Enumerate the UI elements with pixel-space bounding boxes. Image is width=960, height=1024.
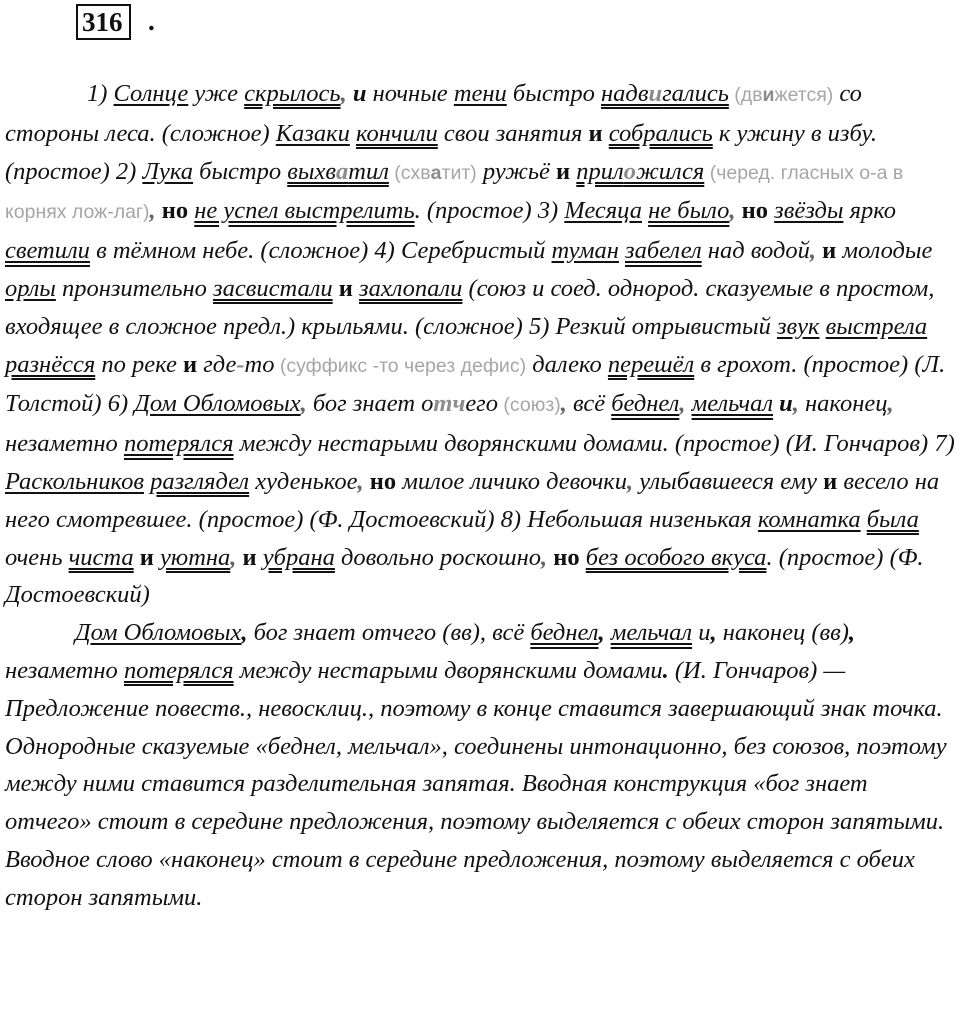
predicate: разглядел bbox=[150, 467, 250, 495]
vowel-highlight: о bbox=[623, 157, 636, 185]
exercise-number-dot: . bbox=[148, 6, 155, 36]
conjunction: и bbox=[346, 80, 373, 107]
predicate: кончили bbox=[355, 119, 438, 147]
conjunction: но bbox=[363, 467, 403, 495]
predicate: мельчал bbox=[610, 619, 693, 647]
predicate: потерялся bbox=[123, 430, 234, 458]
comma-mark: , bbox=[729, 197, 736, 225]
predicate: без особого вкуса bbox=[585, 543, 767, 571]
predicate: захлопали bbox=[359, 274, 463, 302]
subject: Месяца bbox=[564, 197, 642, 225]
predicate: скрылось bbox=[244, 80, 341, 107]
hint-note: (черед. гласных о-а в корнях лож-лаг) bbox=[5, 161, 904, 224]
conjunction: и bbox=[588, 119, 603, 147]
predicate: потерялся bbox=[123, 656, 234, 684]
predicate: светили bbox=[5, 237, 90, 265]
subject: Солнце bbox=[113, 80, 189, 107]
subject: звёзды bbox=[774, 197, 844, 225]
hyphen-highlight: - bbox=[236, 350, 245, 378]
comma-mark: , bbox=[598, 619, 605, 647]
predicate: убрана bbox=[262, 543, 335, 571]
predicate: надвигались bbox=[601, 80, 729, 107]
exercise-text bbox=[5, 75, 957, 917]
comma-mark: , bbox=[710, 619, 717, 647]
hint-note: (схватит) bbox=[388, 161, 477, 184]
comma-mark: , bbox=[809, 237, 816, 265]
predicate: выхватил bbox=[287, 157, 389, 185]
subject: Дом Обломовых bbox=[134, 390, 301, 418]
conjunction: и bbox=[556, 157, 571, 185]
vowel-highlight: и bbox=[648, 80, 663, 107]
predicate: приложился bbox=[576, 157, 705, 185]
exercise-number-box bbox=[76, 4, 131, 40]
comma-mark: , bbox=[241, 619, 248, 647]
subject: Лука bbox=[142, 157, 194, 185]
predicate: засвистали bbox=[213, 274, 333, 302]
comma-mark: , bbox=[848, 619, 856, 647]
comma-mark: , bbox=[792, 390, 799, 418]
explanation-paragraph: Дом Обломовых, бог знает отчего (вв), всё беднел, мельчал и, наконец (вв), незаметно потерялся между нестарыми дворянскими домами. (И. Гончаров) — Предложение повеств., невосклиц., поэтому в конце ставится завершающий знак точка. Однородные сказуемые «беднел, мельчал», соединены интонационно, без союзов, поэтому между ними ставится разделительная запятая. Вводная конструкция «бог знает отчего» стоит в середине предложения, поэтому выделяется с обеих сторон запятыми. Вводное слово «наконец» стоит в середине предложения, поэтому выделяется с обеих сторон запятыми. bbox=[5, 619, 947, 911]
conjunction: и bbox=[182, 350, 198, 378]
vowel-highlight: а bbox=[336, 157, 349, 185]
subject: Дом Обломовых bbox=[75, 619, 242, 647]
subject: туман bbox=[551, 237, 619, 265]
subject: Раскольников bbox=[5, 467, 144, 495]
predicate: беднел bbox=[530, 619, 599, 647]
predicate: беднел bbox=[611, 390, 680, 418]
subject: Казаки bbox=[275, 119, 350, 147]
predicate: забелел bbox=[625, 237, 702, 265]
subject: звук bbox=[776, 312, 820, 340]
subject: тени bbox=[453, 80, 507, 107]
subject: комнатка bbox=[757, 505, 861, 533]
predicate: не было bbox=[648, 197, 730, 225]
comma-mark: , bbox=[230, 543, 237, 571]
comma-mark: , bbox=[679, 390, 686, 418]
hint-note: (суффикс -то через дефис) bbox=[274, 354, 527, 377]
conjunction: и bbox=[823, 467, 838, 495]
conjunction: но bbox=[735, 197, 775, 225]
predicate: перешёл bbox=[607, 350, 695, 378]
conjunction: и bbox=[236, 543, 263, 571]
comma-mark: , bbox=[887, 390, 894, 418]
conjunction: и bbox=[133, 543, 161, 571]
predicate: чиста bbox=[68, 543, 134, 571]
conjunction: но bbox=[155, 197, 195, 225]
subject: орлы bbox=[5, 274, 56, 302]
comma-mark: , bbox=[560, 390, 567, 418]
comma-mark: , bbox=[627, 467, 634, 495]
predicate: не успел выстрелить bbox=[194, 197, 415, 225]
predicate: уютна bbox=[160, 543, 231, 571]
hint-note: (союз) bbox=[498, 394, 561, 417]
subject-part: выстрела bbox=[825, 312, 928, 340]
predicate: собрались bbox=[608, 119, 713, 147]
comma-mark: , bbox=[340, 80, 347, 107]
conjunction: но bbox=[547, 543, 586, 571]
letters-highlight: тч bbox=[433, 390, 466, 418]
conjunction: и bbox=[332, 274, 360, 302]
predicate: мельчал bbox=[691, 390, 773, 418]
comma-mark: , bbox=[541, 543, 548, 571]
comma-mark: , bbox=[300, 390, 307, 418]
analysis-paragraph: 1) Солнце уже скрылось, и ночные тени быстро надвигались (движется) со стороны леса. (сложное) Казаки кончили свои занятия и собрались к ужину в избу. (простое) 2) Лука быстро выхватил (схватит) ружьё и приложился (черед. гласных о-а в корнях лож-лаг), но не успел выстрелить. (простое) 3) Месяца не было, но звёзды ярко светили в тёмном небе. (сложное) 4) Серебристый туман забелел над водой, и молодые орлы пронзительно засвистали и захлопали (союз и соед. однород. сказуемые в простом, входящее в сложное предл.) крыльями. (сложное) 5) Резкий отрывистый звук выстрела разнёсся по реке и где-то (суффикс -то через дефис) далеко перешёл в грохот. (простое) (Л. Толстой) 6) Дом Обломовых, бог знает отчего (союз), всё беднел, мельчал и, наконец, незаметно потерялся между нестарыми дворянскими домами. (простое) (И. Гончаров) 7) Раскольников разглядел худенькое, но милое личико девочки, улыбавшееся ему и весело на него смотревшее. (простое) (Ф. Достоевский) 8) Небольшая низенькая комнатка была очень чиста и уютна, и убрана довольно роскошно, но без особого вкуса. (простое) (Ф. Достоевский) bbox=[5, 80, 955, 609]
predicate: разнёсся bbox=[5, 350, 96, 378]
exercise-number: 316 bbox=[82, 7, 123, 37]
hint-note: (движется) bbox=[728, 84, 834, 106]
conjunction: и bbox=[773, 390, 793, 418]
comma-mark: , bbox=[357, 467, 364, 495]
predicate: была bbox=[866, 505, 919, 533]
comma-mark: , bbox=[149, 197, 156, 225]
period-mark: . bbox=[662, 656, 669, 684]
conjunction: и bbox=[815, 237, 843, 265]
